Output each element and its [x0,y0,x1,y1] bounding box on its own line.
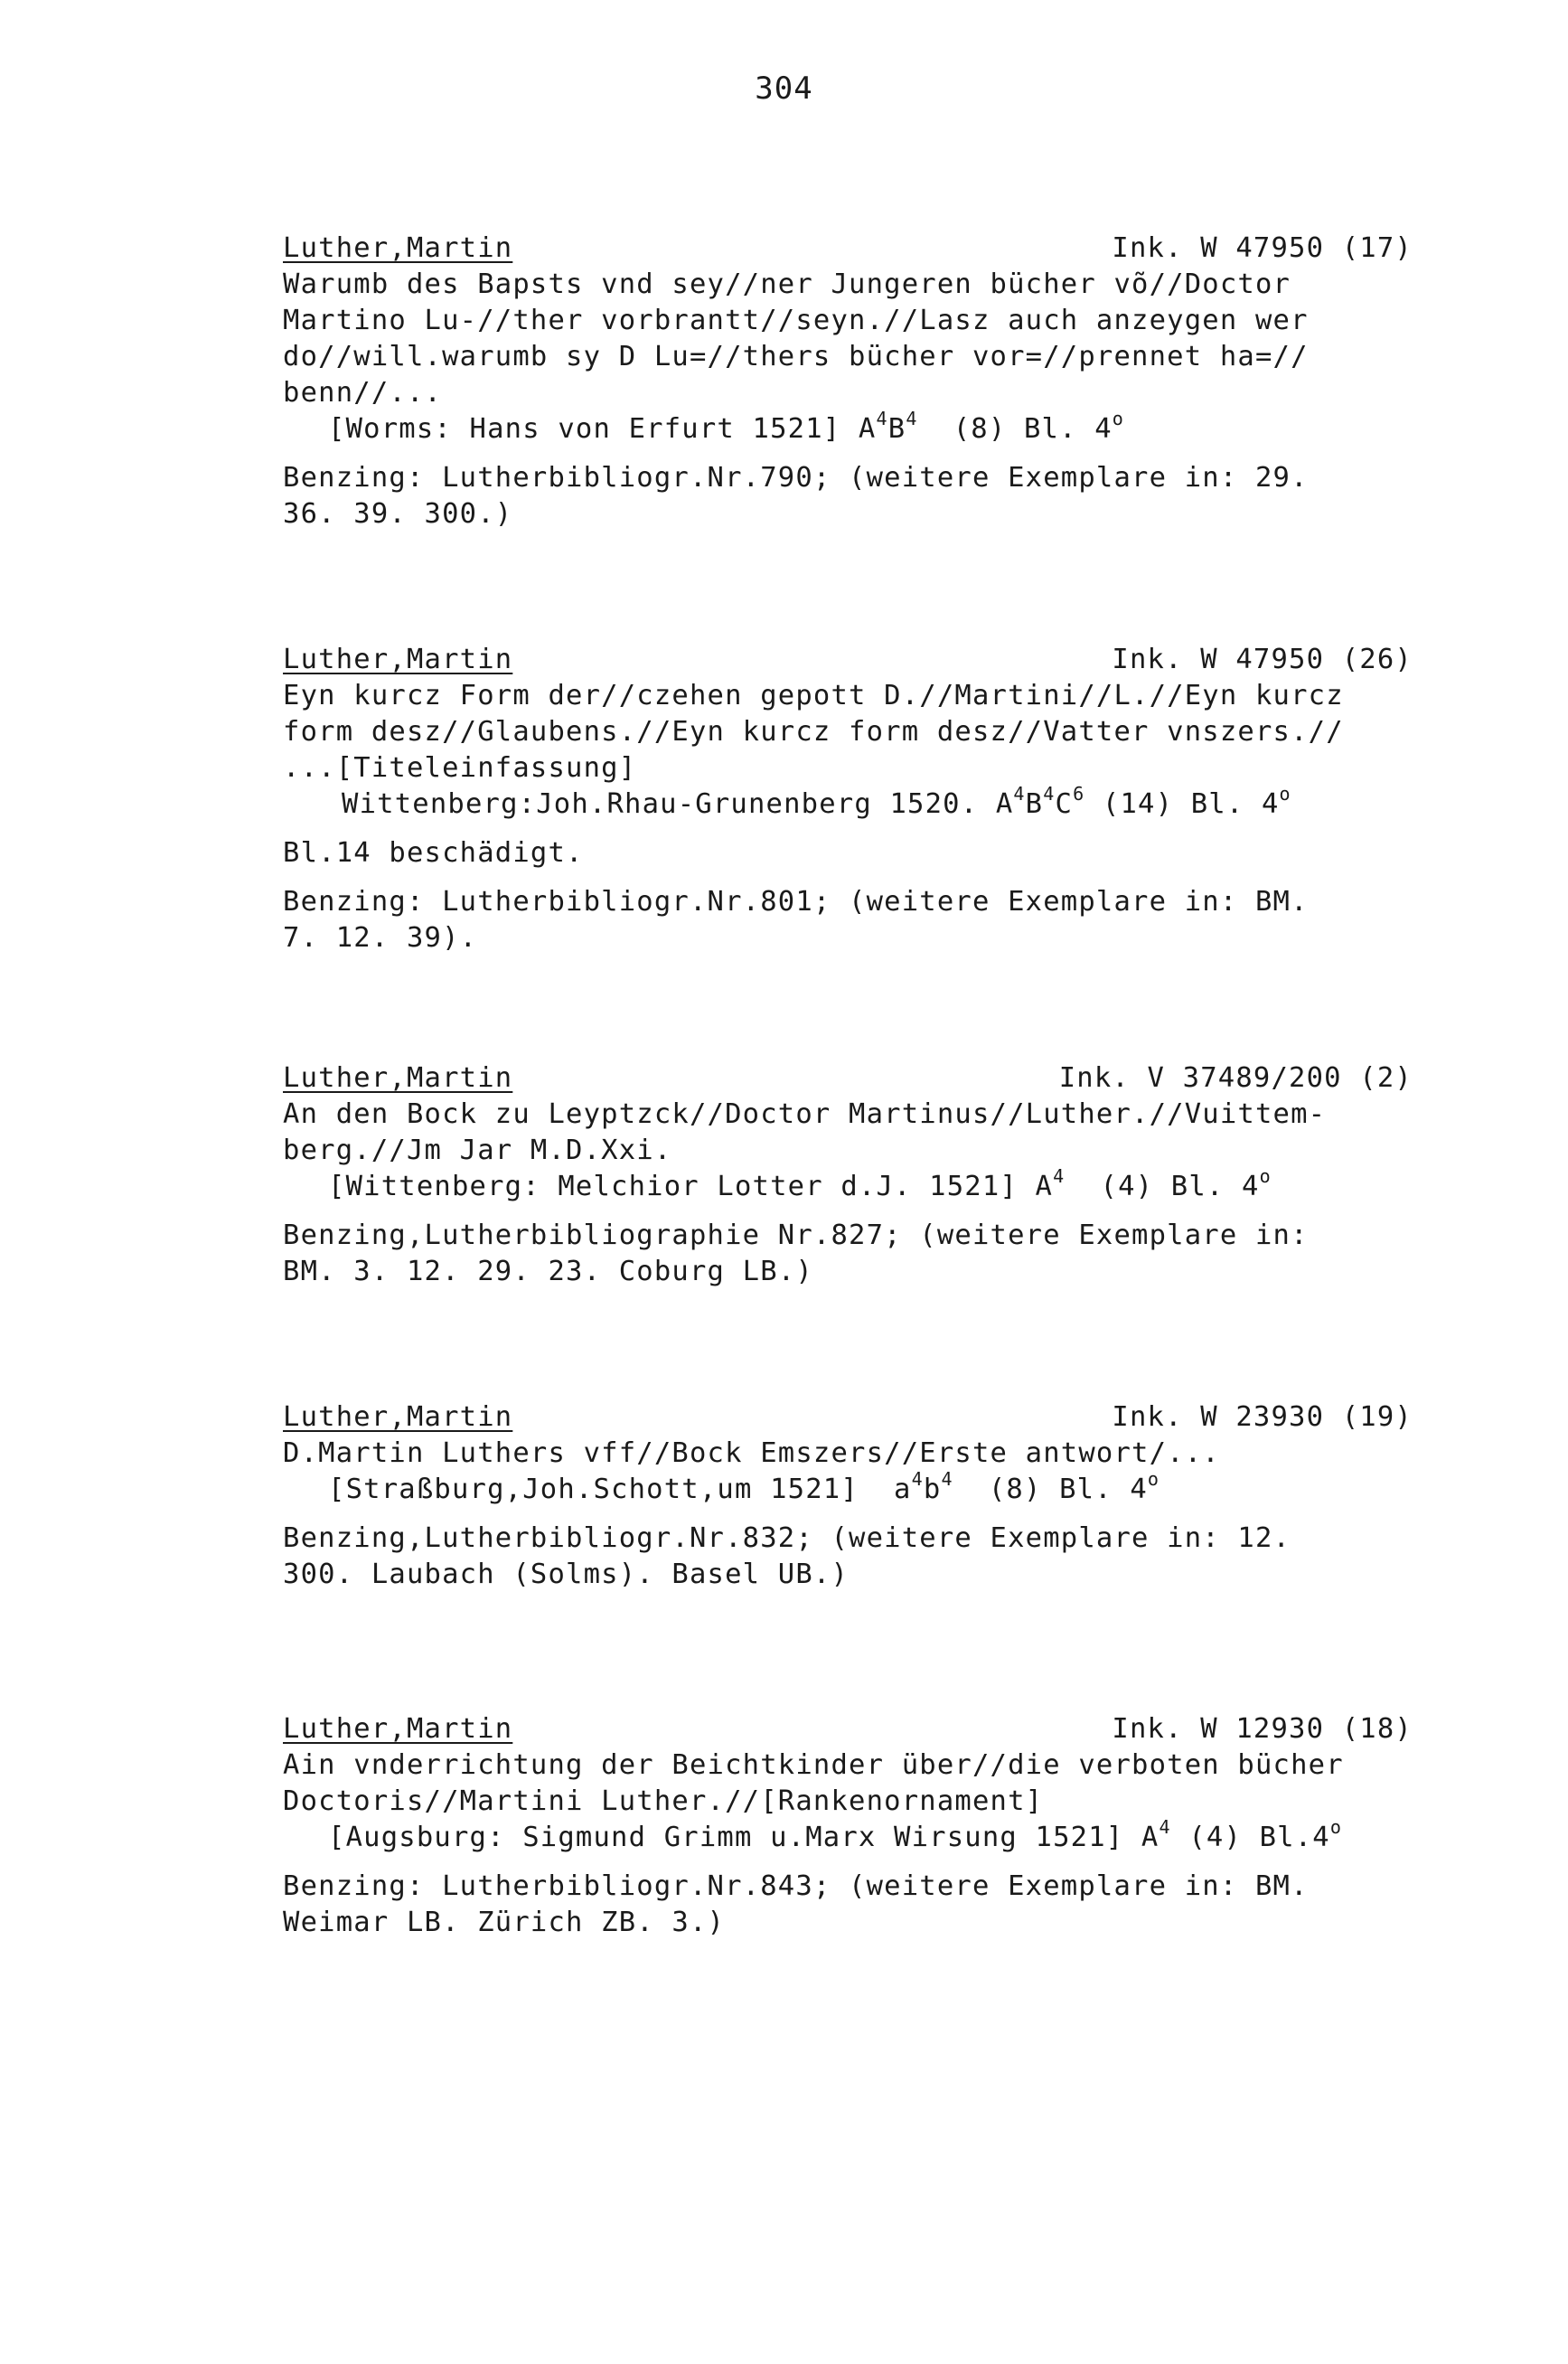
imprint: [Augsburg: Sigmund Grimm u.Marx Wirsung 1521] [328,1822,1124,1853]
extent: (8) Bl. 4 [953,413,1113,445]
collation: $A^4B^4C^6$ [995,783,1085,820]
catalog-entry [283,1060,1449,1290]
entry-author: Luther,Martin [283,232,513,264]
title-line: D.Martin Luthers vff//Bock Emszers//Erste antwort/... [283,1437,1220,1469]
note-line: Bl.14 beschädigt. [283,837,584,869]
collation: $A^4$ [1141,1816,1171,1853]
title-line: An den Bock zu Leyptzck//Doctor Martinus//Luther.//Vuittem- [283,1098,1327,1130]
title-line: Doctoris//Martini Luther.//[Rankenornament] [283,1785,1044,1817]
entry-author: Luther,Martin [283,1062,513,1094]
collation: $a^4b^4$ [894,1468,953,1505]
reference-line: Weimar LB. Zürich ZB. 3.) [283,1907,726,1938]
reference-line: Benzing,Lutherbibliographie Nr.827; (weitere Exemplare in: [283,1220,1309,1251]
shelf-mark: Ink. W 47950 (26) [1112,644,1413,675]
title-line: berg.//Jm Jar M.D.Xxi. [283,1135,672,1166]
catalog-entry [283,1399,1449,1593]
entry-heading [283,1711,1413,1747]
shelf-mark: Ink. W 47950 (17) [1112,232,1413,264]
entry-author: Luther,Martin [283,1401,513,1433]
imprint-line [283,1816,1449,1856]
title-line: benn//... [283,377,443,409]
entry-heading [283,642,1413,678]
imprint-line [283,1165,1449,1205]
page-number: 304 [755,71,813,107]
reference-line: 7. 12. 39). [283,922,478,954]
title-line: do//will.warumb sy D Lu=//thers bücher vor=//prennet ha=// [283,341,1309,372]
shelf-mark: Ink. W 12930 (18) [1112,1713,1413,1745]
imprint-line [283,1468,1449,1508]
title-line: Martino Lu-//ther vorbrantt//seyn.//Lasz auch anzeygen wer [283,305,1309,336]
reference-line: Benzing: Lutherbibliogr.Nr.843; (weitere Exemplare in: BM. [283,1870,1309,1902]
imprint: Wittenberg:Joh.Rhau-Grunenberg 1520. [342,788,979,820]
catalog-entry [283,1711,1449,1941]
title-line: ...[Titeleinfassung] [283,752,637,784]
shelf-mark: Ink. W 23930 (19) [1112,1401,1413,1433]
reference-line: Benzing: Lutherbibliogr.Nr.790; (weitere Exemplare in: 29. [283,462,1309,494]
collation: $A^4B^4$ [858,408,918,445]
reference-line: BM. 3. 12. 29. 23. Coburg LB.) [283,1256,813,1287]
reference-line: 300. Laubach (Solms). Basel UB.) [283,1559,850,1590]
format-sup: o [1112,408,1125,429]
format-sup: o [1329,1816,1343,1838]
extent: (4) Bl. 4 [1100,1171,1260,1202]
imprint-line [283,408,1449,447]
reference-line: Benzing: Lutherbibliogr.Nr.801; (weitere Exemplare in: BM. [283,886,1309,918]
extent: (8) Bl. 4 [988,1474,1148,1505]
entry-heading [283,1060,1413,1097]
title-line: Ain vnderrichtung der Beichtkinder über//die verboten bücher [283,1749,1344,1781]
entry-heading [283,231,1413,267]
entry-heading [283,1399,1413,1436]
format-sup: o [1259,1165,1272,1187]
shelf-mark: Ink. V 37489/200 (2) [1058,1062,1413,1094]
catalog-entry [283,642,1449,956]
format-sup: o [1147,1468,1160,1490]
entry-author: Luther,Martin [283,644,513,675]
title-line: Warumb des Bapsts vnd sey//ner Jungeren bücher võ//Doctor [283,268,1291,300]
title-line: form desz//Glaubens.//Eyn kurcz form desz//Vatter vnszers.// [283,716,1344,748]
reference-line: 36. 39. 300.) [283,498,513,530]
title-line: Eyn kurcz Form der//czehen gepott D.//Martini//L.//Eyn kurcz [283,680,1344,711]
imprint: [Straßburg,Joh.Schott,um 1521] [328,1474,859,1505]
catalog-entry [283,231,1449,532]
imprint: [Worms: Hans von Erfurt 1521] [328,413,841,445]
extent: (4) Bl.4 [1188,1822,1330,1853]
imprint-line [283,783,1449,823]
reference-line: Benzing,Lutherbibliogr.Nr.832; (weitere Exemplare in: 12. [283,1522,1291,1554]
entry-author: Luther,Martin [283,1713,513,1745]
format-sup: o [1279,783,1291,805]
extent: (14) Bl. 4 [1102,788,1280,820]
collation: $A^4$ [1035,1165,1066,1202]
imprint: [Wittenberg: Melchior Lotter d.J. 1521] [328,1171,1018,1202]
